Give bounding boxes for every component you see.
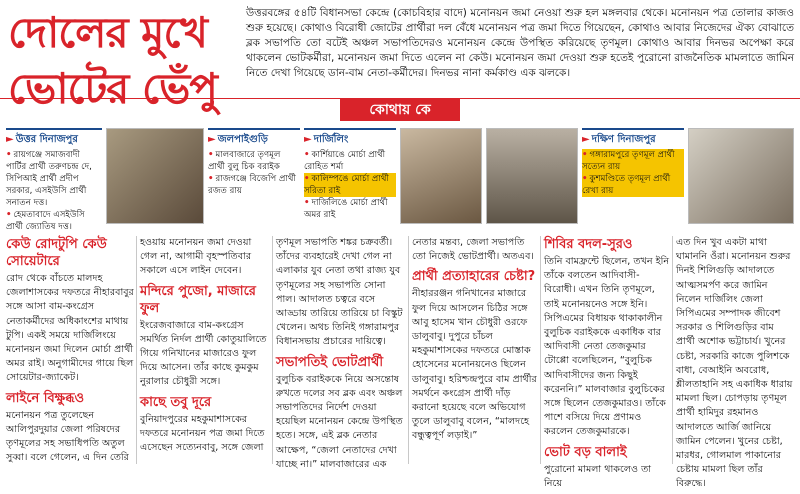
column-heading: মন্দিরে পুজো, মাজারে ফুল: [140, 283, 256, 316]
column-heading: কাছে তবু দূরে: [140, 394, 212, 410]
banner-label: কোথায় কে: [340, 99, 460, 121]
column-text: নীহাররঞ্জন গনিখানের মাজারে ফুল দিয়ে আসলেন চিঠির সঙ্গে আবু হাসেম খান চৌধুরী ওরফে ডালুবাবু। দুপুরে চাঁচল মহকুমাশাসকের দফতরে মোস্তাক হোসেনের মনোনয়নেও ছিলেন ডালুবাবু। হরিশ্চন্দ্রপুরে বাম প্রার্থীর সমর্থনে কংগ্রেস প্রার্থী দাঁড় করানো হয়েছে বলে অভিযোগ তুলে ডালুবাবু বলেন, “মালদহে বন্ধুত্বপূর্ণ লড়াই।”: [412, 288, 537, 442]
district-uttar-dinajpur: ► উত্তর দিনাজপুর • রায়গঞ্জে সমাজবাদী পার্টির প্রার্থী তরুণচন্দ্র দে, সিপিআই প্রার্থী প্রদীপ সরকার, এসইউসি প্রার্থী সনাতন দত্ত। • হেমতাবাদে এসইউসি প্রার্থী জ্যোতিষ দত্ত।: [6, 128, 102, 224]
district-name: জলপাইগুড়ি: [217, 134, 268, 145]
candidate-line: রায়গঞ্জে সমাজবাদী পার্টির প্রার্থী তরুণচন্দ্র দে, সিপিআই প্রার্থী প্রদীপ সরকার, এসইউসি প্রার্থী সনাতন দত্ত।: [6, 150, 92, 208]
column-divider: [540, 236, 541, 464]
headline-line-2: ভোটের ভেঁপু: [8, 64, 217, 113]
candidate-line: কার্শিয়াঙে মোর্চা প্রার্থী রোহিত শর্মা: [304, 150, 386, 172]
candidate-line: কুশমণ্ডিতে তৃণমূল প্রার্থী রেখা রায়: [582, 174, 671, 196]
article-column-6: [676, 236, 794, 494]
candidate-line: কালিম্পঙে মোর্চা প্রার্থী সরিতা রাই: [304, 174, 389, 196]
column-text: বুনিয়াদপুরের মহকুমাশাসকের দফতরে মনোনয়ন পত্র জমা দিতে এসেছেন সত্যেনবাবু, সঙ্গে জেলা: [140, 413, 265, 454]
district-name: দার্জিলিং: [313, 134, 349, 145]
photo-nomination-1: [106, 128, 204, 224]
column-divider: [672, 236, 673, 464]
column-heading: প্রার্থী প্রত্যাহারের চেষ্টা?: [412, 269, 536, 285]
column-text: তৃণমূল সভাপতি শঙ্কর চক্রবর্তী। তাঁদের ব্যবহারেই দেখা গেল না এলাকার যুব নেতা তথা রাজ্য যুব তৃণমূলের সহ সভাপতি সোনা পাল। আদালত চত্বরে বসে আড্ডায় তারিয়ে তারিয়ে চা বিস্কুট খেলেন। অথচ তিনিই গঙ্গারামপুর বিধানসভায় প্রচারের দায়িত্বে।: [276, 237, 403, 348]
column-heading: শিবির বদল-সুরও: [544, 237, 633, 252]
column-heading: কেউ রোদটুপি কেউ সোয়েটারে: [6, 237, 107, 269]
photo-nomination-3: [486, 128, 578, 224]
column-text: মনোনয়ন পত্র তুলেছেন আলিপুরদুয়ার জেলা পরিষদের তৃণমূলের সহ সভাধিপতি অতুল সুব্বা। বলে গেলেন, এ দিন তেরি: [6, 409, 129, 464]
column-text: হওয়ায় মনোনয়ন জমা দেওয়া গেল না, আগামী বৃহস্পতিবার সকালে এসে লাইন দেবেন।: [140, 237, 252, 277]
column-heading: সভাপতিই ভোটপ্রার্থী: [276, 354, 384, 370]
column-divider: [408, 236, 409, 464]
district-dakshin-dinajpur: ► দক্ষিণ দিনাজপুর • গঙ্গারামপুরে তৃণমূল প্রার্থী সত্যেন রায় • কুশমণ্ডিতে তৃণমূল প্রার্থী রেখা রায়: [582, 128, 684, 224]
article-column-3: [276, 236, 406, 474]
column-text: এত দিন খুব একটা মাথা ঘামাননি ওঁরা। মনোনয়ন শুরুর দিনই শিলিগুড়ি আদালতে আত্মসমর্পণ করে জামিন নিলেন দার্জিলিং জেলা সিপিএমের সম্পাদক জীবেশ সরকার ও শিলিগুড়ির বাম প্রার্থী অশোক ভট্টাচার্য। খুনের চেষ্টা, সরকারি কাজে পুলিশকে বাধা, বেআইনি অবরোধ, শ্লীলতাহানি সহ একাধিক ধারায় মামলা ছিল। চোপড়ায় তৃণমূল প্রার্থী হামিদুর রহমানও আদালতে আর্জি জানিয়ে জামিন পেলেন। খুনের চেষ্টা, মারধর, গোলমাল পাকানোর চেষ্টায় মামলা ছিল তাঁর বিরুদ্ধে।: [676, 237, 793, 490]
column-divider: [136, 236, 137, 464]
article-column-4: [412, 236, 538, 446]
column-text: রোদ থেকে বাঁচতে মালদহ জেলাশাসকের দফতরে নীহারবাবুর সঙ্গে আসা বাম-কংগ্রেস নেতাকর্মীদের অধিকাংশের মাথায় টুপি। একই সময়ে দার্জিলিংয়ে মনোনয়ন জমা দিলেন মোর্চা প্রার্থী অমর রাই। অনুগামীদের গায়ে ছিল সোয়েটার-জ্যাকেট।: [6, 273, 134, 384]
column-text: বুলুচিক বরাইককে নিয়ে অসন্তোষ রুখতে দলের সব ব্লক এবং অঞ্চল সভাপতিদের নির্দেশ দেওয়া হয়েছিল মনোনয়ন কেন্দ্রে উপস্থিত হতে। সঙ্গে, এই ব্লক নেতার আক্ষেপ, “জেলা নেতাদের দেখা যাচ্ছে না।” মালবাজারের এক: [276, 373, 403, 470]
column-divider: [272, 236, 273, 464]
candidate-line: গঙ্গারামপুরে তৃণমূল প্রার্থী সত্যেন রায়: [582, 150, 675, 172]
article-column-2: [140, 236, 270, 457]
column-text: ইংরেজবাজারে বাম-কংগ্রেস সমর্থিত নির্দল প্রার্থী কোতুয়ালিতে গিয়ে গনিখানের মাজারেও ফুল দিয়ে আসেন। তাঁর কাছে কুমকুম নুরালার চৌধুরী সঙ্গে।: [140, 319, 267, 388]
photo-nomination-2: [400, 128, 482, 224]
district-jalpaiguri: ► জলপাইগুড়ি • মালবাজারে তৃণমূল প্রার্থী বুলু চিক বরাইক • রাজগঞ্জে বিজেপি প্রার্থী রজত রায়: [208, 128, 300, 224]
district-darjeeling: ► দার্জিলিং • কার্শিয়াঙে মোর্চা প্রার্থী রোহিত শর্মা • কালিম্পঙে মোর্চা প্রার্থী সরিতা রাই • দার্জিলিঙে মোর্চা প্রার্থী অমর রাই: [304, 128, 396, 224]
candidate-line: হেমতাবাদে এসইউসি প্রার্থী জ্যোতিষ দত্ত।: [6, 210, 85, 232]
district-name: উত্তর দিনাজপুর: [15, 134, 78, 145]
section-banner: [0, 98, 800, 124]
candidate-line: মালবাজারে তৃণমূল প্রার্থী বুলু চিক বরাইক: [208, 150, 281, 172]
candidate-line: রাজগঞ্জে বিজেপি প্রার্থী রজত রায়: [208, 174, 296, 196]
district-name: দক্ষিণ দিনাজপুর: [591, 134, 656, 145]
article-column-5: [544, 236, 670, 493]
intro-paragraph: উত্তরবঙ্গের ৫৪টি বিধানসভা কেন্দ্রে (কোচবিহার বাদে) মনোনয়ন জমা নেওয়া শুরু হল মঙ্গলবার থেকে। মনোনয়ন পত্র তোলার কাজও শুরু হয়েছে। কোথাও বিরোধী জোটের প্রার্থীরা দল বেঁধে মনোনয়ন পত্র জমা দিতে গিয়েছেন, কোথাও আবার নিজেদের ঐক্য বোঝাতে ব্লক সভাপতি তো বটেই অঞ্চল সভাপতিদেরও মনোনয়ন কেন্দ্রে উপস্থিত করিয়েছে তৃণমূল। কোথাও আবার দিনভর অপেক্ষা করে থাকলেন ভোটকর্মীরা, মনোনয়ন জমা দিতে এলেন না কেউ। মনোনয়ন জমা দেওয়া শুরু হতেই পুরোনো রাজনৈতিক মামলাতে জামিন নিতে দেখা গিয়েছে ডান-বাম নেতা-কর্মীদের। দিনভর নানা কর্মকাণ্ড এক ঝলকে।: [246, 7, 794, 79]
column-text: নেতার মন্তব্য, জেলা সভাপতি তো নিজেই ভোটপ্রার্থী। অতএব।: [412, 237, 534, 263]
article-column-1: [6, 236, 134, 467]
column-text: পুরোনো মামলা থাকলেও তা নিয়ে: [544, 463, 652, 489]
headline-line-1: দোলের মুখে: [8, 8, 207, 57]
column-heading: লাইনে বিক্ষুব্ধও: [6, 390, 85, 406]
photo-nomination-4: [688, 128, 794, 224]
column-text: তিনি বামফ্রন্টে ছিলেন, তখন ইনি তাঁকে বলতেন আদিবাসী-বিরোধী। এখন তিনি তৃণমূলে, তাই মনোনয়নেও সঙ্গে ইনি। সিপিএমের বিধায়ক থাকাকালীন বুলুচিক বরাইককে একাধিক বার আদিবাসী নেতা তেজকুমার টোপ্পো বলেছিলেন, “বুলুচিক আদিবাসীদের জন্য কিছুই করেননি।” মালবাজার বুলুচিকের সঙ্গে ছিলেন তেজকুমারও। তাঁকে পাশে বসিয়ে দিয়ে প্রণামও করলেন তেজকুমারকে।: [544, 256, 670, 438]
candidate-line: দার্জিলিঙে মোর্চা প্রার্থী অমর রাই: [304, 198, 388, 220]
column-heading: ভোট বড় বালাই: [544, 444, 627, 460]
